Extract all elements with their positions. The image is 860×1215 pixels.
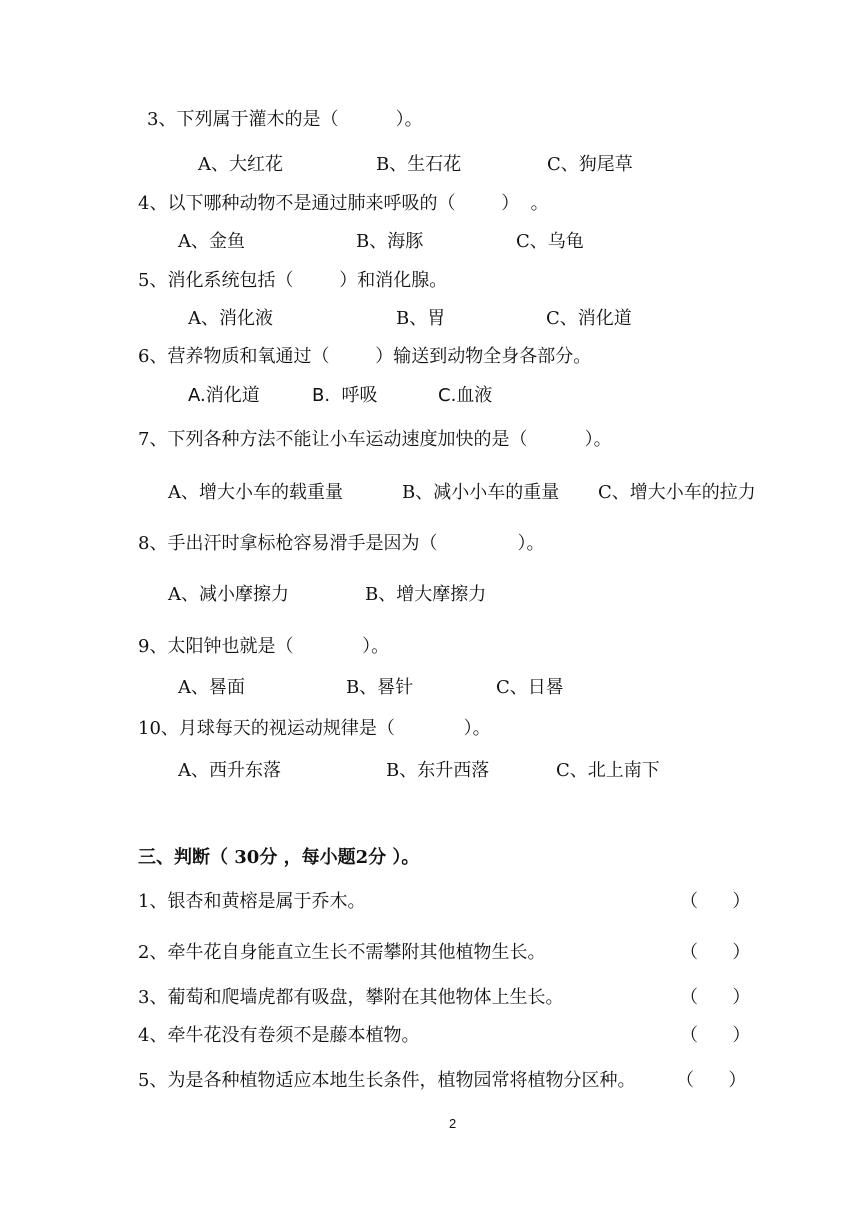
judgment-item-4: 4、牵牛花没有卷须不是藤本植物。	[138, 1025, 420, 1046]
question-10-option-b: B、东升西落	[386, 760, 490, 781]
question-8-option-a: A、减小摩擦力	[168, 584, 289, 605]
judgment-item-2: 2、牵牛花自身能直立生长不需攀附其他植物生长。	[138, 942, 546, 963]
question-10-option-c: C、北上南下	[556, 760, 660, 781]
judgment-item-1-answer: （ ）	[680, 891, 751, 912]
section-3-heading: 三、判断（ 30分 ，每小题2分 ）。	[138, 847, 420, 868]
judgment-item-5-answer: （ ）	[676, 1070, 747, 1091]
judgment-item-5: 5、为是各种植物适应本地生长条件，植物园常将植物分区种。	[138, 1070, 636, 1091]
question-5-stem: 5、消化系统包括（ ）和消化腺。	[138, 270, 448, 291]
question-6-option-c: C.血液	[438, 385, 493, 406]
question-9-stem: 9、太阳钟也就是（ ）。	[138, 636, 390, 657]
question-4-option-a: A、金鱼	[178, 231, 245, 252]
question-4-option-b: B、海豚	[356, 231, 424, 252]
question-9-option-b: B、晷针	[346, 677, 414, 698]
question-3-stem: 3、下列属于灌木的是（ ）。	[147, 109, 423, 130]
question-7-option-a: A、增大小车的载重量	[168, 482, 343, 503]
question-6-option-a: A.消化道	[188, 385, 260, 406]
question-10-option-a: A、西升东落	[178, 760, 281, 781]
question-10-stem: 10、月球每天的视运动规律是（ ）。	[138, 718, 491, 739]
question-3-option-b: B、生石花	[376, 154, 462, 175]
question-8-stem: 8、手出汗时拿标枪容易滑手是因为（ ）。	[138, 533, 545, 554]
question-6-option-b: B. 呼吸	[312, 385, 378, 406]
judgment-item-3-answer: （ ）	[680, 987, 751, 1008]
question-7-option-c: C、增大小车的拉力	[598, 482, 756, 503]
judgment-item-3: 3、葡萄和爬墙虎都有吸盘，攀附在其他物体上生长。	[138, 987, 564, 1008]
question-4-option-c: C、乌龟	[516, 231, 584, 252]
question-8-option-b: B、增大摩擦力	[365, 584, 487, 605]
question-9-option-a: A、晷面	[178, 677, 245, 698]
question-4-stem: 4、以下哪种动物不是通过肺来呼吸的（ ） 。	[138, 193, 549, 214]
judgment-item-1: 1、银杏和黄榕是属于乔木。	[138, 891, 366, 912]
judgment-item-4-answer: （ ）	[680, 1025, 751, 1046]
page-number: 2	[449, 1116, 457, 1131]
question-7-option-b: B、减小小车的重量	[402, 482, 560, 503]
question-5-option-c: C、消化道	[546, 308, 632, 329]
question-9-option-c: C、日晷	[496, 677, 564, 698]
question-5-option-b: B、胃	[396, 308, 446, 329]
question-7-stem: 7、下列各种方法不能让小车运动速度加快的是（ ）。	[138, 429, 612, 450]
question-5-option-a: A、消化液	[188, 308, 273, 329]
question-6-stem: 6、营养物质和氧通过（ ）输送到动物全身各部分。	[138, 346, 592, 367]
question-3-option-c: C、狗尾草	[547, 154, 633, 175]
question-3-option-a: A、大红花	[198, 154, 283, 175]
judgment-item-2-answer: （ ）	[680, 942, 751, 963]
